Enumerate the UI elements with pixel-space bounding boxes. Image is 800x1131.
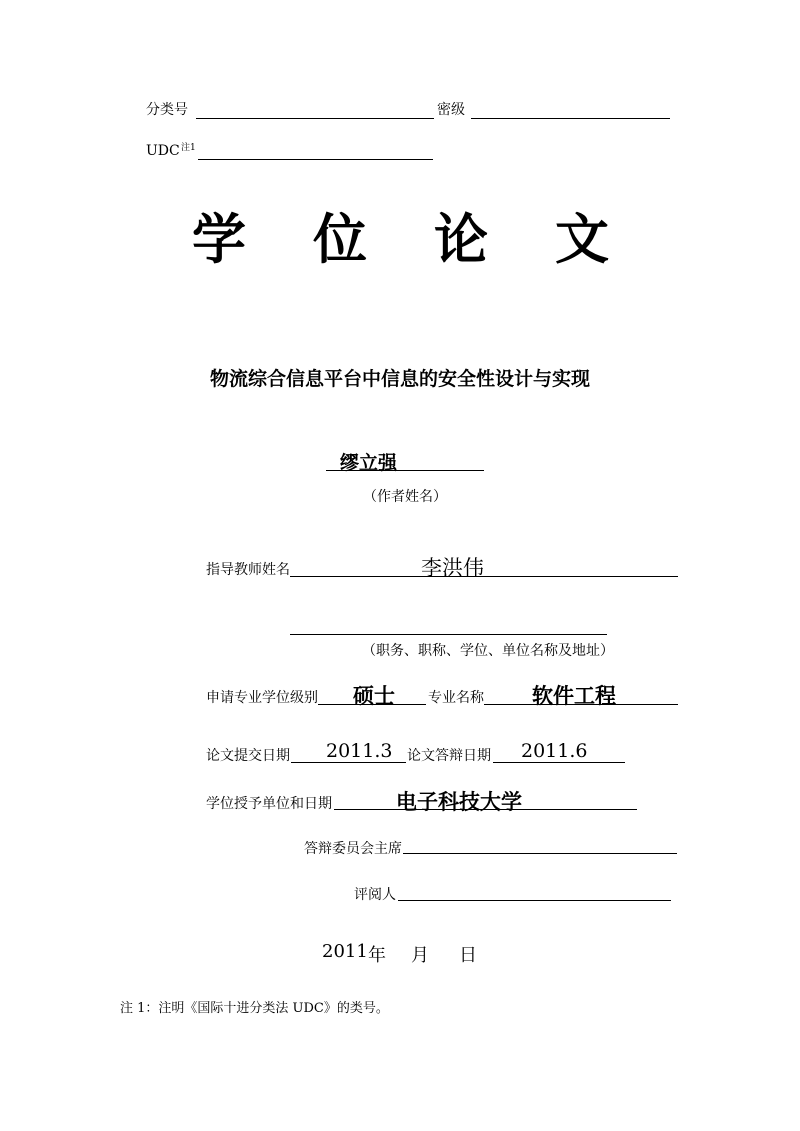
advisor-info-field[interactable] <box>290 634 607 635</box>
defense-date-label: 论文答辩日期 <box>407 748 491 764</box>
defense-date-value: 2011.6 <box>521 740 588 762</box>
advisor-info-caption: （职务、职称、学位、单位名称及地址） <box>362 643 614 659</box>
doc-type-char-3: 论 <box>434 208 488 271</box>
advisor-name: 李洪伟 <box>421 556 484 580</box>
defense-date-field[interactable] <box>493 762 625 763</box>
doc-type-char-2: 位 <box>313 208 367 271</box>
doc-type-char-4: 文 <box>555 208 609 271</box>
date-day-unit: 日 <box>459 945 477 966</box>
date-year-unit: 年 <box>368 945 386 966</box>
doc-type-char-1: 学 <box>192 208 246 271</box>
classification-field[interactable] <box>196 118 434 119</box>
degree-level-value: 硕士 <box>353 684 395 708</box>
submit-date-label: 论文提交日期 <box>206 748 290 764</box>
reviewer-field[interactable] <box>398 900 671 901</box>
major-label: 专业名称 <box>428 690 484 706</box>
degree-level-label: 申请专业学位级别 <box>206 690 318 706</box>
udc-label: UDC <box>146 143 180 159</box>
committee-chair-field[interactable] <box>403 853 677 854</box>
classification-label: 分类号 <box>146 102 188 118</box>
author-caption: （作者姓名） <box>363 489 447 505</box>
grant-value: 电子科技大学 <box>396 790 522 814</box>
grant-label: 学位授予单位和日期 <box>206 796 332 812</box>
author-name: 缪立强 <box>340 452 398 474</box>
committee-chair-label: 答辩委员会主席 <box>304 841 402 857</box>
submit-date-value: 2011.3 <box>326 740 393 762</box>
udc-note-mark: 注1 <box>181 143 196 153</box>
date-year: 2011 <box>322 941 368 962</box>
udc-field[interactable] <box>198 159 433 160</box>
major-value: 软件工程 <box>532 684 616 708</box>
reviewer-label: 评阅人 <box>354 887 396 903</box>
submit-date-field[interactable] <box>291 762 406 763</box>
advisor-field[interactable] <box>290 576 678 577</box>
thesis-title: 物流综合信息平台中信息的安全性设计与实现 <box>209 368 590 390</box>
advisor-label: 指导教师姓名 <box>206 562 290 578</box>
date-month-unit: 月 <box>411 945 429 966</box>
footnote: 注 1：注明《国际十进分类法 UDC》的类号。 <box>120 1001 389 1016</box>
secret-level-field[interactable] <box>471 118 670 119</box>
secret-level-label: 密级 <box>437 102 465 118</box>
